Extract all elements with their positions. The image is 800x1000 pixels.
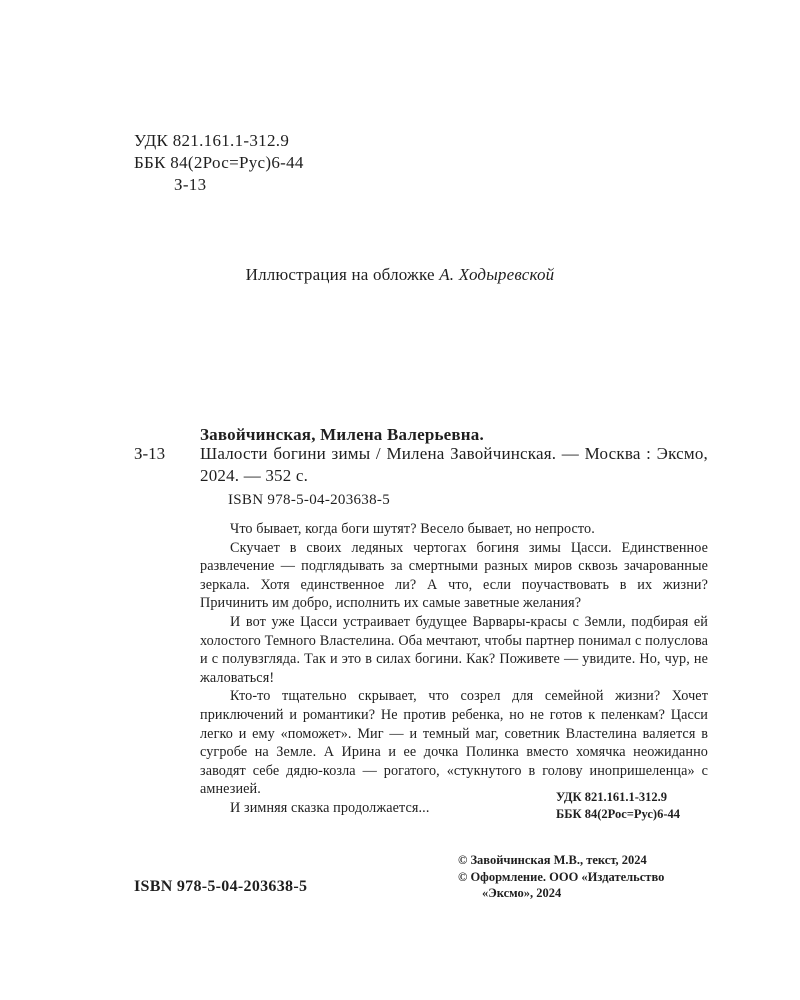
illustration-credit xyxy=(0,265,800,285)
annotation-paragraph: И вот уже Цасси устраивает будущее Варвары-красы с Земли, подбирая ей холостого Темного Властелина. Оба мечтают, чтобы партнер понимал с полуслова и с полувзгляда. Так и это в силах богини. Как? Поживете — увидите. Но, чур, не жаловаться! xyxy=(200,613,708,686)
author-mark: З-13 xyxy=(174,175,207,194)
copyright-design-cont: «Эксмо», 2024 xyxy=(482,886,562,900)
author-mark-record: З-13 xyxy=(134,444,166,463)
annotation-paragraph: Скучает в своих ледяных чертогах богиня зимы Цасси. Единственное развлечение — подглядывать за смертными разных миров сквозь зачарованные зеркала. Хотя единственное ли? А что, если поучаствовать в их жизни? Причинить им добро, исполнить их самые заветные желания? xyxy=(200,539,708,612)
illustration-artist: А. Ходыревской xyxy=(439,265,555,284)
udk-code: УДК 821.161.1-312.9 xyxy=(134,131,290,150)
bibliographic-citation: Шалости богини зимы / Милена Завойчинская. — Москва : Эксмо, 2024. — 352 с. xyxy=(200,444,708,485)
illustration-credit-prefix: Иллюстрация на обложке xyxy=(245,265,435,284)
copyright-design: © Оформление. ООО «Издательство xyxy=(458,869,665,884)
copyright-block xyxy=(458,852,664,902)
isbn-record: ISBN 978-5-04-203638-5 xyxy=(228,492,391,508)
annotation-paragraph: И зимняя сказка продолжается... xyxy=(230,799,430,816)
udk-code-bottom: УДК 821.161.1-312.9 xyxy=(556,790,667,804)
author-heading: Завойчинская, Милена Валерьевна. xyxy=(200,425,484,444)
isbn-bottom: ISBN 978-5-04-203638-5 xyxy=(134,878,308,895)
copyright-text: © Завойчинская М.В., текст, 2024 xyxy=(458,853,647,867)
annotation-paragraph: Кто-то тщательно скрывает, что созрел для семейной жизни? Хочет приключений и романтики? Не против ребенка, но не готов к пеленкам? Цасси легко и ему «поможет». Миг — и темный маг, советник Властелина валяется в сугробе на Земле. А Ирина и ее дочка Полинка вместо хомячка неожиданно заводят себе дядю-козла — рогатого, «стукнутого в голову инопришеленца» с амнезией. xyxy=(200,688,708,798)
annotation xyxy=(200,520,708,818)
annotation-paragraph: Что бывает, когда боги шутят? Весело бывает, но непросто. xyxy=(230,521,595,537)
classification-block xyxy=(134,130,304,196)
bbk-code: ББК 84(2Рос=Рус)6-44 xyxy=(134,153,304,172)
classification-codes-bottom xyxy=(556,789,680,823)
bbk-code-bottom: ББК 84(2Рос=Рус)6-44 xyxy=(556,807,680,821)
